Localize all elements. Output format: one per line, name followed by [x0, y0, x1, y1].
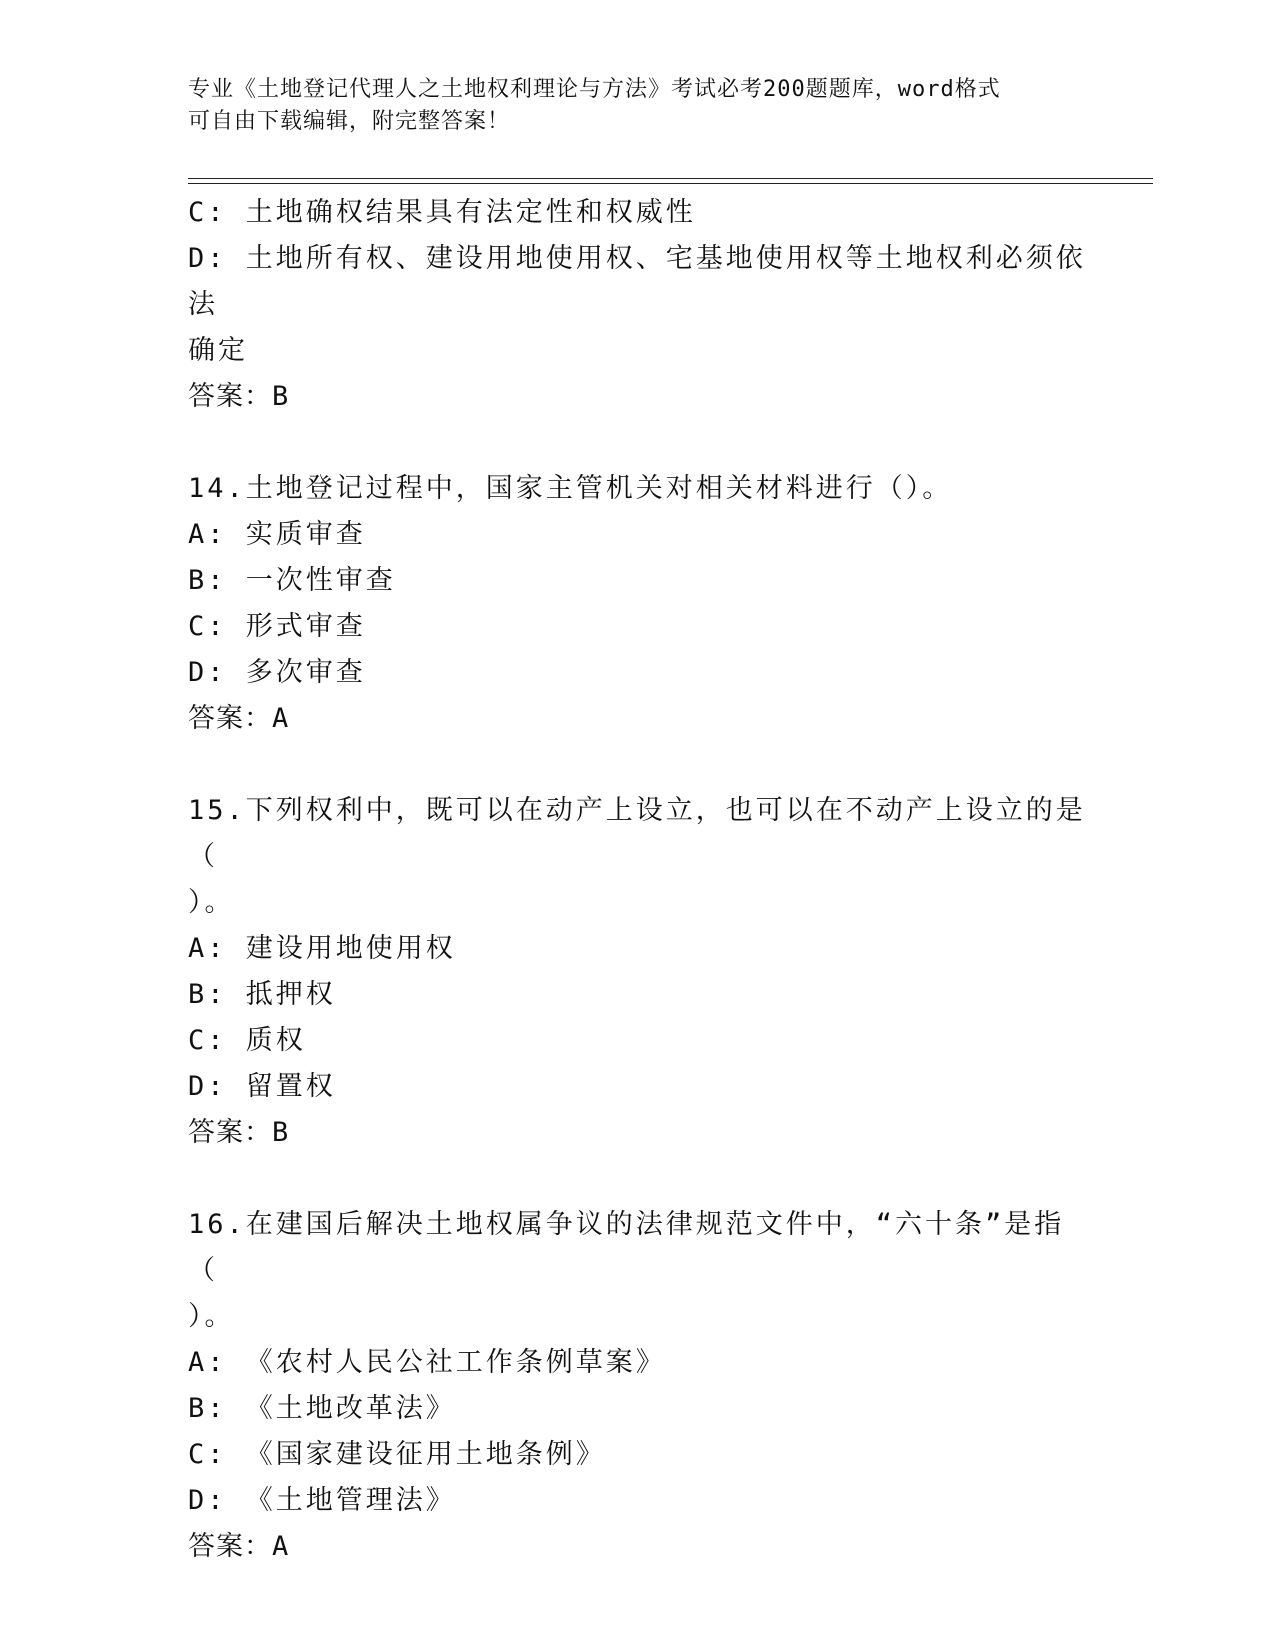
option-d-continued: 确定: [188, 335, 248, 366]
spacer: [188, 742, 1088, 788]
question-stem: 14.土地登记过程中，国家主管机关对相关材料进行（）。: [188, 473, 953, 504]
option-c: C: 土地确权结果具有法定性和权威性: [188, 197, 696, 228]
option-c: C: 《国家建设征用土地条例》: [188, 1439, 606, 1470]
option-d: D: 《土地管理法》: [188, 1485, 456, 1516]
question-16: [188, 1202, 1088, 1570]
header-line-2: 可自由下载编辑，附完整答案！: [188, 109, 511, 134]
answer-line: [188, 1110, 1088, 1156]
header-divider-top: [188, 178, 1153, 179]
spacer: [188, 420, 1088, 466]
question-stem-continued: ）。: [188, 887, 235, 918]
option-b: B: 一次性审查: [188, 565, 396, 596]
answer-line: [188, 696, 1088, 742]
option-a: A: 建设用地使用权: [188, 933, 456, 964]
option-b: B: 抵押权: [188, 979, 336, 1010]
answer-label: 答案：: [188, 1531, 272, 1562]
answer-line: [188, 1524, 1088, 1570]
option-d: D: 多次审查: [188, 657, 366, 688]
question-15: [188, 788, 1088, 1156]
answer-value: B: [272, 1117, 290, 1148]
option-a: A: 《农村人民公社工作条例草案》: [188, 1347, 666, 1378]
question-stem-continued: ）。: [188, 1301, 235, 1332]
question-stem: 15.下列权利中，既可以在动产上设立，也可以在不动产上设立的是（: [188, 795, 1086, 872]
answer-value: B: [272, 381, 290, 412]
answer-value: A: [272, 703, 290, 734]
spacer: [188, 1156, 1088, 1202]
document-body: [188, 190, 1088, 1570]
answer-line: [188, 374, 1088, 420]
question-13-continuation: [188, 190, 1088, 420]
option-a: A: 实质审查: [188, 519, 366, 550]
header-divider-bottom: [188, 183, 1153, 184]
option-c: C: 形式审查: [188, 611, 366, 642]
question-stem: 16.在建国后解决土地权属争议的法律规范文件中，“六十条”是指（: [188, 1209, 1065, 1286]
answer-label: 答案：: [188, 1117, 272, 1148]
option-c: C: 质权: [188, 1025, 306, 1056]
answer-value: A: [272, 1531, 290, 1562]
option-d: D: 土地所有权、建设用地使用权、宅基地使用权等土地权利必须依法: [188, 243, 1086, 320]
question-14: [188, 466, 1088, 742]
option-d: D: 留置权: [188, 1071, 336, 1102]
header-line-1: 专业《土地登记代理人之土地权利理论与方法》考试必考200题题库，word格式: [188, 77, 1001, 102]
answer-label: 答案：: [188, 703, 272, 734]
document-header: [188, 74, 1088, 138]
answer-label: 答案：: [188, 381, 272, 412]
option-b: B: 《土地改革法》: [188, 1393, 456, 1424]
